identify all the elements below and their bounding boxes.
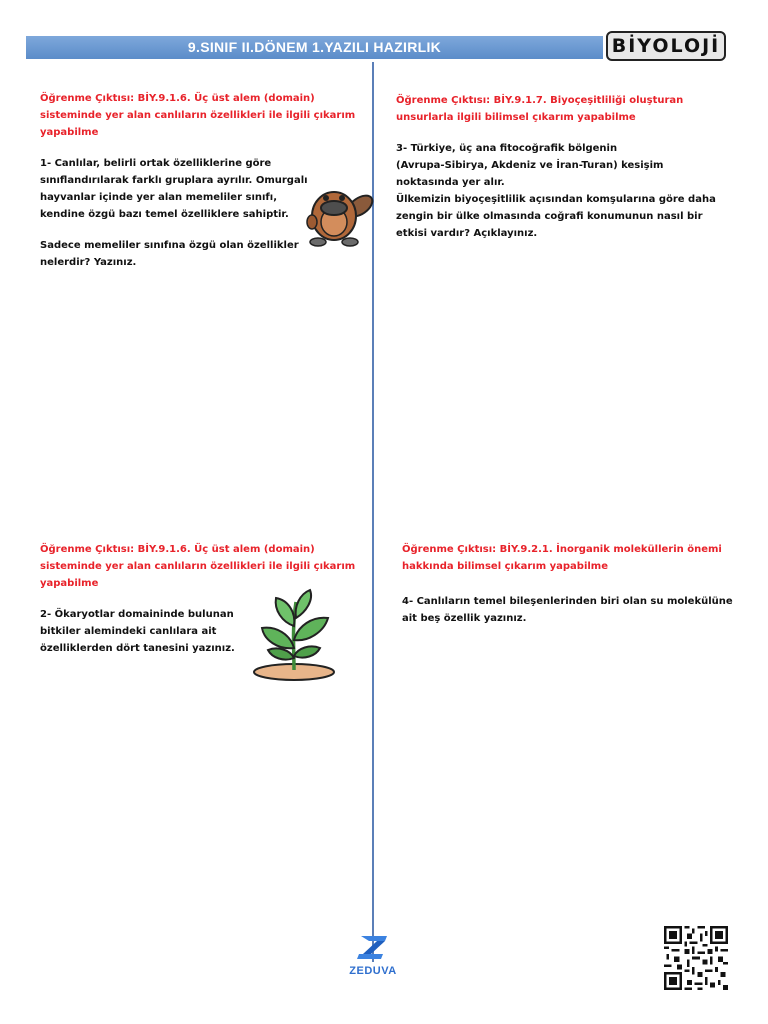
question-4	[402, 541, 742, 627]
logo-text: ZEDUVA	[349, 965, 397, 977]
question-3-line: 3- Türkiye, üç ana fitocoğrafik bölgenin	[396, 143, 618, 154]
question-3-text	[396, 140, 736, 242]
question-1-line: sınıflandırılarak farklı gruplara ayrılır. Omurgalı	[40, 175, 308, 186]
zeduva-logo	[338, 934, 408, 978]
plant-sprout-illustration	[252, 588, 336, 682]
learning-outcome-4: Öğrenme Çıktısı: BİY.9.2.1. İnorganik moleküllerin önemi hakkında bilimsel çıkarım yapabilme	[402, 544, 722, 572]
header-bar	[26, 36, 603, 59]
learning-outcome-1: Öğrenme Çıktısı: BİY.9.1.6. Üç üst alem (domain) sisteminde yer alan canlıların özellikleri ile ilgili çıkarım yapabilme	[40, 93, 356, 138]
question-4-line: 4- Canlıların temel bileşenlerinden biri olan su molekülüne	[402, 596, 733, 607]
question-1-prompt-line: Sadece memeliler sınıfına özgü olan özellikler	[40, 240, 299, 251]
question-3-line: Ülkemizin biyoçeşitlilik açısından komşularına göre daha	[396, 194, 716, 205]
question-3-line: noktasında yer alır.	[396, 177, 505, 188]
zeduva-logo-icon	[355, 934, 391, 960]
question-1-line: 1- Canlılar, belirli ortak özelliklerine göre	[40, 158, 272, 169]
learning-outcome-2: Öğrenme Çıktısı: BİY.9.1.6. Üç üst alem (domain) sisteminde yer alan canlıların özellikleri ile ilgili çıkarım yapabilme	[40, 544, 356, 589]
question-2-line: bitkiler alemindeki canlılara ait	[40, 626, 217, 637]
question-2-line: özelliklerden dört tanesini yazınız.	[40, 643, 235, 654]
question-2-line: 2- Ökaryotlar domaininde bulunan	[40, 609, 234, 620]
question-3	[396, 92, 736, 242]
question-3-line: zengin bir ülke olmasında coğrafi konumunun nasıl bir	[396, 211, 703, 222]
question-3-line: (Avrupa-Sibirya, Akdeniz ve İran-Turan) kesişim	[396, 160, 664, 171]
question-4-text	[402, 593, 742, 627]
question-4-line: ait beş özellik yazınız.	[402, 613, 527, 624]
platypus-illustration	[300, 170, 378, 248]
subject-badge	[606, 31, 726, 61]
qr-code-icon	[664, 926, 728, 990]
question-1-prompt-line: nelerdir? Yazınız.	[40, 257, 137, 268]
page-title: 9.SINIF II.DÖNEM 1.YAZILI HAZIRLIK	[187, 39, 442, 55]
question-1-line: hayvanlar içinde yer alan memeliler sınıfı,	[40, 192, 278, 203]
subject-label: BİYOLOJİ	[611, 35, 721, 57]
learning-outcome-3: Öğrenme Çıktısı: BİY.9.1.7. Biyoçeşitliliği oluşturan unsurlarla ilgili bilimsel çıkarım yapabilme	[396, 95, 684, 123]
question-3-line: etkisi vardır? Açıklayınız.	[396, 228, 538, 239]
question-1-line: kendine özgü bazı temel özelliklere sahiptir.	[40, 209, 289, 220]
